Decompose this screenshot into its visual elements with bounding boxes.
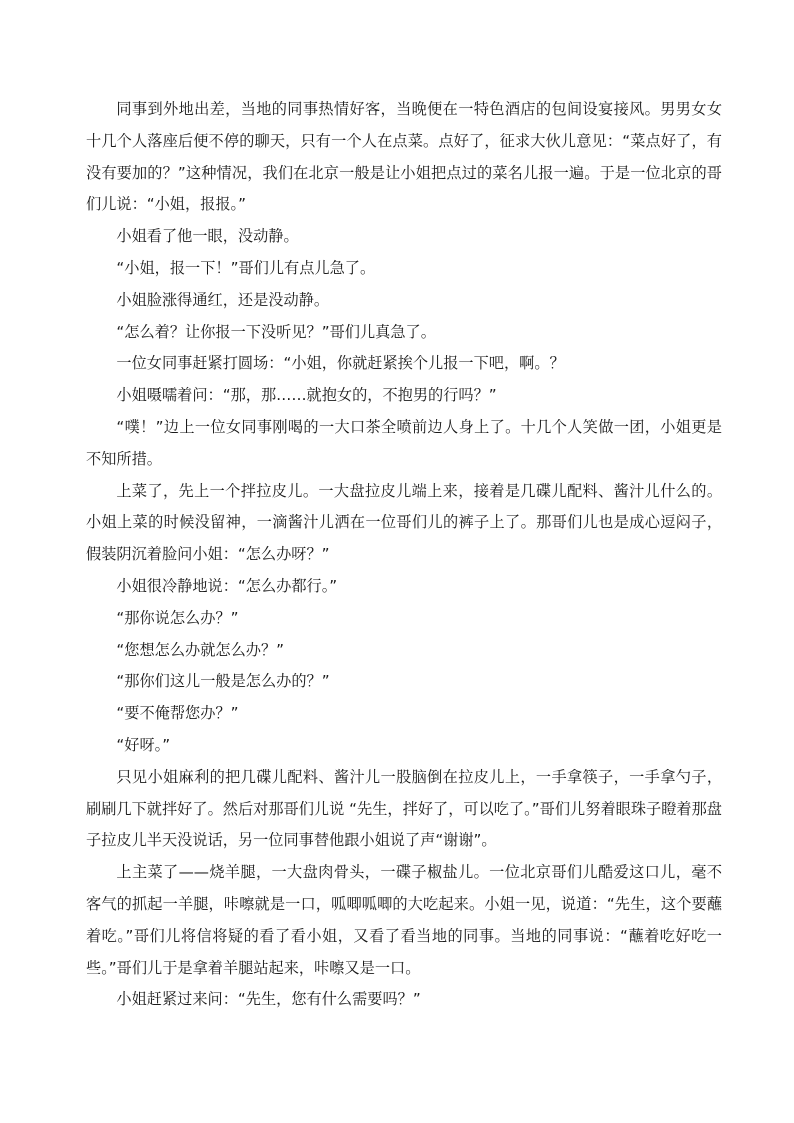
- paragraph-14: “要不俺帮您办？”: [116, 704, 239, 723]
- paragraph-16: 只见小姐麻利的把几碟儿配料、酱汁儿一股脑倒在拉皮儿上，一手拿筷子，一手拿勺子，刷刷几下就拌好了。然后对那哥们儿说 “先生，拌好了，可以吃了。”哥们儿努着眼珠子瞪着那盘子拉皮儿半天没说话，另一位同事替他跟小姐说了声“谢谢”。: [86, 767, 722, 850]
- paragraph-11: “那你说怎么办？”: [116, 608, 239, 627]
- paragraph-8: “噗！”边上一位女同事刚喝的一大口茶全喷前边人身上了。十几个人笑做一团，小姐更是不知所措。: [86, 417, 722, 468]
- paragraph-3: “小姐，报一下！”哥们儿有点儿急了。: [116, 258, 376, 277]
- paragraph-4: 小姐脸涨得通红，还是没动静。: [116, 290, 330, 309]
- paragraph-10: 小姐很冷静地说：“怎么办都行。”: [116, 576, 338, 595]
- paragraph-9: 上菜了，先上一个拌拉皮儿。一大盘拉皮儿端上来，接着是几碟儿配料、酱汁儿什么的。小姐上菜的时候没留神，一滴酱汁儿洒在一位哥们儿的裤子上了。那哥们儿也是成心逗闷子，假装阴沉着脸问小姐：“怎么办呀？”: [86, 481, 722, 564]
- paragraph-1: 同事到外地出差，当地的同事热情好客，当晚便在一特色酒店的包间设宴接风。男男女女十几个人落座后便不停的聊天，只有一个人在点菜。点好了，征求大伙儿意见：“菜点好了，有没有要加的？”这种情况，我们在北京一般是让小姐把点过的菜名儿报一遍。于是一位北京的哥们儿说：“小姐，报报。”: [86, 100, 722, 214]
- paragraph-7: 小姐嗫嚅着问：“那，那……就抱女的，不抱男的行吗？”: [116, 386, 497, 405]
- paragraph-15: “好呀。”: [116, 735, 171, 754]
- paragraph-6: 一位女同事赶紧打圆场：“小姐，你就赶紧挨个儿报一下吧，啊。？: [116, 354, 565, 373]
- paragraph-2: 小姐看了他一眼，没动静。: [116, 227, 299, 246]
- paragraph-12: “您想怎么办就怎么办？”: [116, 640, 285, 659]
- paragraph-18: 小姐赶紧过来问：“先生，您有什么需要吗？”: [116, 990, 421, 1009]
- paragraph-17: 上主菜了——烧羊腿，一大盘肉骨头，一碟子椒盐儿。一位北京哥们儿酷爱这口儿，毫不客气的抓起一羊腿，咔嚓就是一口，呱唧呱唧的大吃起来。小姐一见，说道：“先生，这个要蘸着吃。”哥们儿将信将疑的看了看小姐，又看了看当地的同事。当地的同事说：“蘸着吃好吃一些。”哥们儿于是拿着羊腿站起来，咔嚓又是一口。: [86, 863, 722, 977]
- paragraph-5: “怎么着？让你报一下没听见？”哥们儿真急了。: [116, 322, 436, 341]
- paragraph-13: “那你们这儿一般是怎么办的？”: [116, 672, 330, 691]
- document-body: [86, 94, 722, 1016]
